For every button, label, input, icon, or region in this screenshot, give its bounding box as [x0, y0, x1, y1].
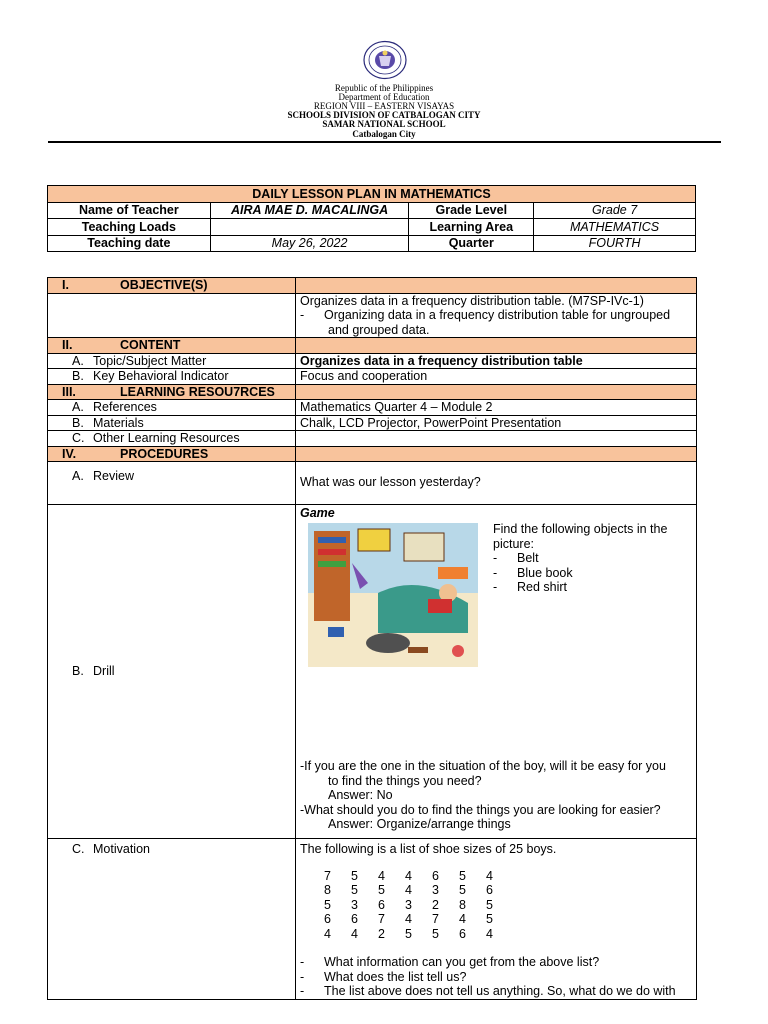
- shoe-size-value: 2: [432, 897, 439, 912]
- drill-instruction-cont: picture:: [493, 536, 534, 551]
- shoe-size-value: 5: [405, 926, 412, 941]
- shoe-size-value: 3: [405, 897, 412, 912]
- drill-question-2: -What should you do to find the things you are looking for easier?: [300, 802, 661, 817]
- content-topic-value: Organizes data in a frequency distribution table: [296, 353, 697, 369]
- header-city: Catbalogan City: [352, 129, 416, 139]
- content-kbi-label: B. Key Behavioral Indicator: [48, 369, 296, 385]
- procedure-review-label: A. Review: [48, 462, 296, 505]
- shoe-size-value: 5: [351, 868, 358, 883]
- list-item: - Belt: [493, 551, 539, 565]
- resources-other-label: C. Other Learning Resources: [48, 431, 296, 447]
- shoe-size-value: 5: [486, 897, 493, 912]
- list-item: - Blue book: [493, 565, 573, 580]
- label-teaching-date: Teaching date: [48, 235, 211, 252]
- procedure-review-text: What was our lesson yesterday?: [296, 462, 697, 505]
- shoe-size-value: 4: [486, 868, 493, 883]
- shoe-size-value: 5: [459, 868, 466, 883]
- shoe-size-value: 6: [351, 912, 358, 926]
- drill-answer-2: Answer: Organize/arrange things: [328, 817, 511, 831]
- shoe-size-value: 2: [378, 926, 385, 941]
- lesson-plan-title: DAILY LESSON PLAN IN MATHEMATICS: [48, 186, 696, 203]
- lesson-info-table: [47, 185, 696, 252]
- value-teaching-loads: [210, 219, 409, 236]
- procedure-drill-cell: [296, 505, 697, 839]
- header-division: SCHOOLS DIVISION OF CATBALOGAN CITY: [287, 110, 481, 120]
- lesson-plan-table: [47, 277, 697, 1000]
- procedure-motivation-cell: [296, 839, 697, 1000]
- shoe-size-value: 4: [486, 926, 493, 941]
- shoe-size-value: 4: [405, 912, 412, 926]
- shoe-size-value: 4: [459, 912, 466, 926]
- header-department: Department of Education: [338, 92, 430, 102]
- messy-room-picture: [308, 523, 478, 667]
- section-title: CONTENT: [120, 338, 181, 352]
- resources-materials-label: B. Materials: [48, 415, 296, 431]
- table-row: [320, 912, 509, 927]
- shoe-size-value: 5: [432, 926, 439, 941]
- shoe-size-value: 4: [351, 926, 358, 941]
- section-objectives-header: [48, 278, 296, 294]
- list-item: - What does the list tell us?: [300, 969, 467, 984]
- shoe-size-value: 8: [324, 883, 331, 897]
- header-region: REGION VIII – EASTERN VISAYAS: [313, 101, 455, 111]
- shoe-size-value: 7: [432, 912, 439, 926]
- shoe-size-value: 8: [459, 897, 466, 912]
- procedure-drill-label: B. Drill: [48, 505, 296, 839]
- label-quarter: Quarter: [409, 235, 534, 252]
- drill-instruction: Find the following objects in the: [493, 522, 668, 536]
- value-grade-level: Grade 7: [534, 202, 696, 219]
- label-teacher: Name of Teacher: [48, 202, 211, 219]
- resources-other-value: [296, 431, 697, 447]
- shoe-size-value: 6: [324, 912, 331, 926]
- shoe-size-value: 6: [378, 897, 385, 912]
- shoe-size-value: 5: [351, 883, 358, 897]
- label-learning-area: Learning Area: [409, 219, 534, 236]
- table-row: [320, 869, 509, 884]
- shoe-size-value: 7: [378, 912, 385, 926]
- value-teacher: AIRA MAE D. MACALINGA: [210, 202, 409, 219]
- shoe-size-value: 4: [405, 868, 412, 883]
- drill-answer-1: Answer: No: [328, 788, 393, 802]
- motivation-intro: The following is a list of shoe sizes of 25 boys.: [300, 842, 557, 856]
- drill-question-1: -If you are the one in the situation of the boy, will it be easy for you: [300, 759, 666, 773]
- header-divider: [48, 141, 721, 143]
- section-number: I.: [62, 278, 69, 292]
- objective-cell: [296, 293, 697, 338]
- shoe-size-value: 4: [378, 868, 385, 883]
- drill-game-heading: Game: [300, 506, 335, 520]
- shoe-size-value: 6: [459, 926, 466, 941]
- table-row: [320, 927, 509, 942]
- list-item: - The list above does not tell us anything. So, what do we do with: [300, 984, 676, 998]
- bullet-dash: -: [300, 308, 305, 322]
- value-learning-area: MATHEMATICS: [534, 219, 696, 236]
- section-procedures-header: [48, 446, 296, 462]
- objective-text: Organizes data in a frequency distribution table. (M7SP-IVc-1): [300, 293, 644, 308]
- shoe-size-list: [320, 869, 509, 942]
- section-number: II.: [62, 338, 73, 352]
- shoe-size-value: 6: [486, 883, 493, 897]
- shoe-size-value: 5: [378, 883, 385, 897]
- section-title: OBJECTIVE(S): [120, 278, 208, 292]
- content-topic-label: A. Topic/Subject Matter: [48, 353, 296, 369]
- list-item: - What information can you get from the above list?: [300, 955, 600, 969]
- header-school: SAMAR NATIONAL SCHOOL: [322, 119, 446, 129]
- value-teaching-date: May 26, 2022: [210, 235, 409, 252]
- shoe-size-value: 6: [432, 868, 439, 883]
- drill-question-1-cont: to find the things you need?: [328, 773, 482, 788]
- objective-subtext: Organizing data in a frequency distribution table for ungrouped: [324, 308, 671, 322]
- section-number: IV.: [62, 446, 77, 461]
- procedure-motivation-label: C. Motivation: [48, 839, 296, 1000]
- content-kbi-value: Focus and cooperation: [296, 369, 697, 385]
- section-title: PROCEDURES: [120, 446, 209, 461]
- label-teaching-loads: Teaching Loads: [48, 219, 211, 236]
- resources-materials-value: Chalk, LCD Projector, PowerPoint Presentation: [296, 415, 697, 431]
- shoe-size-value: 5: [459, 883, 466, 897]
- shoe-size-value: 5: [324, 897, 331, 912]
- list-item: - Red shirt: [493, 580, 568, 594]
- table-row: [320, 898, 509, 913]
- shoe-size-value: 4: [324, 926, 331, 941]
- resources-references-label: A. References: [48, 400, 296, 416]
- shoe-size-value: 3: [432, 883, 439, 897]
- shoe-size-value: 5: [486, 912, 493, 926]
- value-quarter: FOURTH: [534, 235, 696, 252]
- resources-references-value: Mathematics Quarter 4 – Module 2: [296, 400, 697, 416]
- shoe-size-value: 4: [405, 883, 412, 897]
- shoe-size-value: 7: [324, 868, 331, 883]
- shoe-size-value: 3: [351, 897, 358, 912]
- table-row: [320, 883, 509, 898]
- section-content-header: [48, 338, 296, 354]
- section-resources-header: [48, 384, 296, 400]
- objective-subtext-cont: and grouped data.: [328, 322, 430, 337]
- section-number: III.: [62, 384, 76, 399]
- header-republic: Republic of the Philippines: [334, 83, 434, 93]
- section-title: LEARNING RESOU7RCES: [120, 384, 275, 399]
- deped-seal-logo: [361, 40, 409, 80]
- label-grade-level: Grade Level: [409, 202, 534, 219]
